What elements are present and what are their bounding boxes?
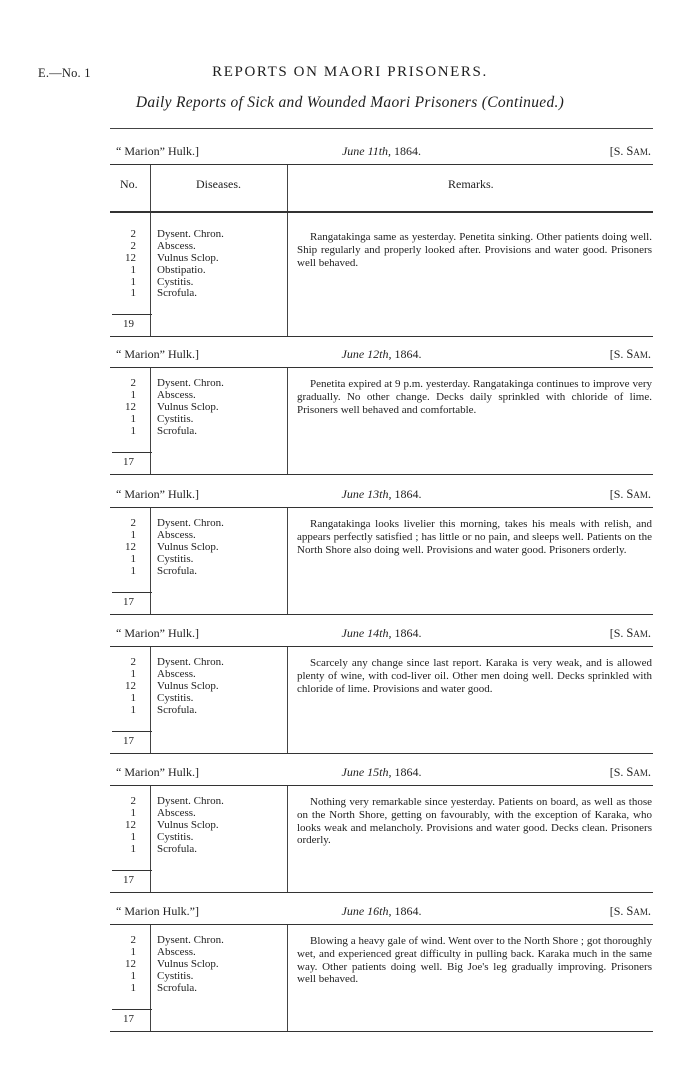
disease-row: 1 Cystitis. xyxy=(130,969,194,982)
report-june-12 xyxy=(110,343,653,475)
disease-row: 12 Vulnus Sclop. xyxy=(125,540,219,553)
disease-row: 2 Dysent. Chron. xyxy=(130,934,224,946)
remarks-text: Nothing very remarkable since yesterday. Patients on board, as well as those on the North Shore, getting on favourably, with the exception of Karaka, who looks weak and melancholy. Provisions and water good. Decks clean. Prisoners orderly. xyxy=(297,796,652,847)
report-date: June 12th, 1864. xyxy=(341,347,422,361)
disease-row: 1 Abscess. xyxy=(130,667,196,680)
disease-row: 12 Vulnus Sclop. xyxy=(125,251,219,264)
total-count: 17 xyxy=(123,1013,134,1025)
disease-row: 2 Abscess. xyxy=(130,239,196,252)
disease-row: 1 Scrofula. xyxy=(130,842,198,855)
total-count: 17 xyxy=(123,735,134,747)
signature: [S. Sam. xyxy=(609,144,651,158)
disease-list xyxy=(110,935,287,994)
page-title: REPORTS ON MAORI PRISONERS. xyxy=(212,64,488,80)
ship-name: “ Marion” Hulk.] xyxy=(116,144,199,158)
ship-name: “ Marion” Hulk.] xyxy=(116,487,199,501)
remarks-text: Penetita expired at 9 p.m. yesterday. Rangatakinga continues to improve very gradually. No other change. Decks daily sprinkled with chloride of lime. Prisoners well behaved and comfortable. xyxy=(297,378,652,416)
disease-row: 1 Abscess. xyxy=(130,806,196,819)
report-june-13 xyxy=(110,483,653,615)
disease-row: 1 Cystitis. xyxy=(130,691,194,704)
disease-list xyxy=(110,518,287,577)
report-june-11 xyxy=(110,140,653,337)
report-date: June 15th, 1864. xyxy=(341,765,422,779)
remarks-text: Blowing a heavy gale of wind. Went over to the North Shore ; got thoroughly wet, and experienced great difficulty in pulling back. Karaka much in the same way. Other patients doing well. Big Joe's leg gradually improving. Prisoners well behaved. xyxy=(297,935,652,986)
total-count: 17 xyxy=(123,456,134,468)
signature: [S. Sam. xyxy=(609,487,651,501)
top-rule xyxy=(110,128,653,129)
report-header xyxy=(110,140,653,164)
disease-row: 1 Scrofula. xyxy=(130,703,198,716)
disease-row: 1 Scrofula. xyxy=(130,981,198,994)
report-body xyxy=(110,507,653,615)
disease-list xyxy=(110,796,287,855)
ship-name: “ Marion” Hulk.] xyxy=(116,347,199,361)
signature: [S. Sam. xyxy=(609,626,651,640)
col-no: No. xyxy=(120,177,138,191)
disease-row: 2 Dysent. Chron. xyxy=(130,377,224,389)
disease-row: 2 Dysent. Chron. xyxy=(130,656,224,668)
disease-row: 1 Cystitis. xyxy=(130,412,194,425)
ship-name: “ Marion” Hulk.] xyxy=(116,626,199,640)
report-header xyxy=(110,761,653,785)
ship-name: “ Marion Hulk.”] xyxy=(116,904,199,918)
disease-row: 1 Cystitis. xyxy=(130,275,194,288)
report-body xyxy=(110,785,653,893)
disease-row: 1 Cystitis. xyxy=(130,552,194,565)
remarks-text: Rangatakinga looks livelier this morning, takes his meals with relish, and appears perfectly satisfied ; has little or no pain, and sleeps well. Patients on the North Shore also doing well. Provisions and water good. Prisoners orderly. xyxy=(297,518,652,556)
report-june-14 xyxy=(110,622,653,754)
report-date: June 16th, 1864. xyxy=(341,904,422,918)
disease-row: 12 Vulnus Sclop. xyxy=(125,818,219,831)
col-diseases: Diseases. xyxy=(196,177,241,191)
signature: [S. Sam. xyxy=(609,347,651,361)
disease-list xyxy=(110,378,287,437)
signature: [S. Sam. xyxy=(609,765,651,779)
disease-row: 2 Dysent. Chron. xyxy=(130,517,224,529)
remarks-text: Scarcely any change since last report. Karaka is very weak, and is allowed plenty of wine, with cod-liver oil. Other men doing well. Decks sprinkled with chloride of lime. Provisions and water good. xyxy=(297,657,652,695)
report-header xyxy=(110,343,653,367)
report-body xyxy=(110,924,653,1032)
report-body xyxy=(110,646,653,754)
disease-row: 1 Abscess. xyxy=(130,388,196,401)
disease-row: 1 Abscess. xyxy=(130,528,196,541)
disease-row: 12 Vulnus Sclop. xyxy=(125,400,219,413)
remarks-text: Rangatakinga same as yesterday. Penetita sinking. Other patients doing well. Ship regularly and properly looked after. Provisions and water good. Prisoners well behaved. xyxy=(297,231,652,269)
report-june-16 xyxy=(110,900,653,1032)
column-header xyxy=(110,164,653,213)
disease-list xyxy=(110,657,287,716)
disease-row: 1 Scrofula. xyxy=(130,287,198,300)
disease-row: 1 Cystitis. xyxy=(130,830,194,843)
report-date: June 14th, 1864. xyxy=(341,626,422,640)
disease-row: 2 Dysent. Chron. xyxy=(130,795,224,807)
signature: [S. Sam. xyxy=(609,904,651,918)
report-june-15 xyxy=(110,761,653,893)
report-header xyxy=(110,622,653,646)
report-header xyxy=(110,900,653,924)
report-body xyxy=(110,213,653,337)
disease-row: 1 Obstipatio. xyxy=(130,263,206,276)
disease-row: 1 Abscess. xyxy=(130,945,196,958)
total-count: 17 xyxy=(123,596,134,608)
doc-ref: E.—No. 1 xyxy=(38,66,91,80)
disease-row: 2 Dysent. Chron. xyxy=(130,228,224,240)
disease-row: 12 Vulnus Sclop. xyxy=(125,679,219,692)
page-subtitle: Daily Reports of Sick and Wounded Maori Prisoners (Continued.) xyxy=(135,94,565,111)
report-header xyxy=(110,483,653,507)
col-remarks: Remarks. xyxy=(448,177,494,191)
disease-row: 12 Vulnus Sclop. xyxy=(125,957,219,970)
report-date: June 13th, 1864. xyxy=(341,487,422,501)
ship-name: “ Marion” Hulk.] xyxy=(116,765,199,779)
total-count: 19 xyxy=(123,318,134,330)
disease-row: 1 Scrofula. xyxy=(130,564,198,577)
report-date: June 11th, 1864. xyxy=(341,144,422,158)
disease-list xyxy=(110,229,287,300)
report-body xyxy=(110,367,653,475)
disease-row: 1 Scrofula. xyxy=(130,424,198,437)
total-count: 17 xyxy=(123,874,134,886)
